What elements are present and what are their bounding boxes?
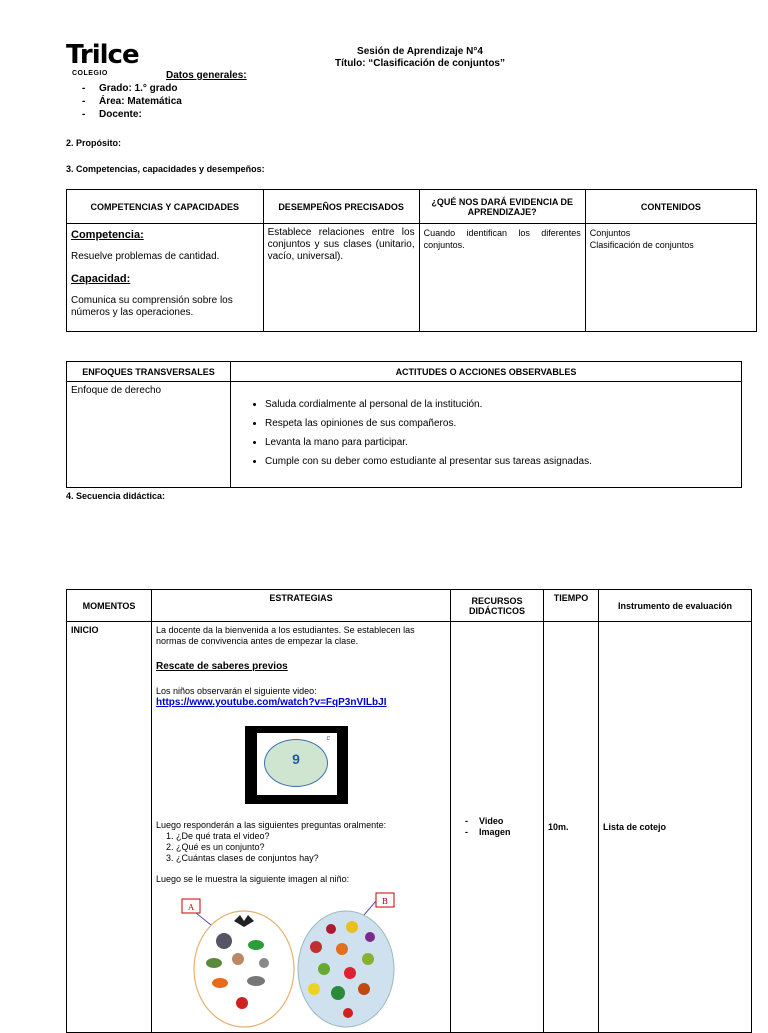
section-competencies: 3. Competencias, capacidades y desempeños:: [66, 164, 265, 174]
turtle-shape: [206, 958, 222, 968]
animal-shape: [216, 933, 232, 949]
fruit-shape: [318, 963, 330, 975]
parrot-shape: [236, 997, 248, 1009]
clownfish-shape: [212, 978, 228, 988]
didactic-sequence-table: [66, 589, 752, 1033]
fruit-shape: [331, 986, 345, 1000]
contenido-item: Clasificación de conjuntos: [589, 240, 694, 250]
approaches-table: [66, 361, 742, 488]
momento-cell: INICIO: [67, 622, 152, 1033]
fruit-shape: [344, 967, 356, 979]
competencies-cell: [67, 224, 264, 332]
fruit-shape: [326, 924, 336, 934]
school-logo: Trilce: [66, 40, 139, 70]
capacidad-text: Comunica su comprensión sobre los números y las operaciones.: [71, 295, 233, 318]
general-data-list: [82, 82, 182, 121]
list-item: • Levanta la mano para participar.: [265, 433, 737, 452]
video-text: Los niños observarán el siguiente video:: [156, 686, 317, 696]
general-item-teacher: - Docente:: [82, 109, 142, 120]
questions-list: [156, 831, 446, 864]
competencies-table: [66, 189, 757, 332]
instrumento-cell: Lista de cotejo: [599, 622, 752, 1033]
corner-letter: c: [326, 735, 330, 742]
section-purpose: 2. Propósito:: [66, 138, 122, 148]
session-title: [300, 46, 540, 70]
header-enfoques: ENFOQUES TRANSVERSALES: [67, 362, 231, 382]
list-item: 1. ¿De qué trata el video?: [176, 831, 446, 842]
questions-intro: Luego responderán a las siguientes preguntas oralmente:: [156, 820, 387, 830]
rescate-title: Rescate de saberes previos: [156, 661, 288, 672]
session-number: Sesión de Aprendizaje N°4: [357, 46, 483, 57]
header-recursos: RECURSOS DIDÁCTICOS: [451, 590, 544, 622]
set-circle: [264, 739, 328, 787]
enfoque-cell: Enfoque de derecho: [67, 382, 231, 488]
set-a-circle: [194, 911, 294, 1027]
fruit-shape: [308, 983, 320, 995]
set-number: 9: [292, 751, 300, 767]
video-link[interactable]: https://www.youtube.com/watch?v=FqP3nVILbJI: [156, 697, 387, 708]
bird-shape: [259, 958, 269, 968]
fruit-shape: [343, 1008, 353, 1018]
competencia-label: Competencia:: [71, 229, 144, 241]
fruit-shape: [362, 953, 374, 965]
competencia-text: Resuelve problemas de cantidad.: [71, 251, 220, 262]
contenidos-cell: [585, 224, 756, 332]
thumbnail-frame: [257, 733, 337, 795]
evidencia-cell: Cuando identifican los diferentes conjuntos.: [419, 224, 585, 332]
fruit-shape: [358, 983, 370, 995]
header-instrumento: Instrumento de evaluación: [599, 590, 752, 622]
snail-shape: [232, 953, 244, 965]
sets-illustration: [156, 889, 416, 1029]
session-topic: Título: “Clasificación de conjuntos”: [334, 58, 505, 69]
capacidad-label: Capacidad:: [71, 273, 131, 285]
contenido-item: Conjuntos: [589, 228, 631, 238]
header-competencias: COMPETENCIAS Y CAPACIDADES: [67, 190, 264, 224]
header-tiempo: TIEMPO: [544, 590, 599, 622]
school-logo-subtitle: COLEGIO: [72, 70, 108, 77]
list-item: 2. ¿Qué es un conjunto?: [176, 842, 446, 853]
recursos-cell: [451, 622, 544, 1033]
video-thumbnail: [245, 726, 348, 804]
actitudes-cell: [231, 382, 742, 488]
recurso-item: - Video: [465, 816, 504, 826]
fruit-shape: [346, 921, 358, 933]
general-data-title: Datos generales:: [166, 70, 247, 81]
fish-shape: [248, 940, 264, 950]
header-desempenos: DESEMPEÑOS PRECISADOS: [263, 190, 419, 224]
list-item: • Cumple con su deber como estudiante al presentar sus tareas asignadas.: [265, 452, 737, 471]
list-item: 3. ¿Cuántas clases de conjuntos hay?: [176, 853, 446, 864]
label-a: A: [188, 903, 194, 912]
header-contenidos: CONTENIDOS: [585, 190, 756, 224]
label-b: B: [382, 897, 388, 906]
list-item: • Respeta las opiniones de sus compañeros.: [265, 414, 737, 433]
general-item-grade: - Grado: 1.° grado: [82, 83, 178, 94]
fruit-shape: [365, 932, 375, 942]
fruit-shape: [310, 941, 322, 953]
header-estrategias: ESTRATEGIAS: [152, 590, 451, 622]
mouse-shape: [247, 976, 265, 986]
estrategias-cell: [152, 622, 451, 1033]
list-item: • Saluda cordialmente al personal de la institución.: [265, 395, 737, 414]
recurso-item: - Imagen: [465, 827, 511, 837]
image-intro: Luego se le muestra la siguiente imagen al niño:: [156, 874, 350, 884]
tiempo-cell: 10m.: [544, 622, 599, 1033]
header-actitudes: ACTITUDES O ACCIONES OBSERVABLES: [231, 362, 742, 382]
fruit-shape: [336, 943, 348, 955]
header-momentos: MOMENTOS: [67, 590, 152, 622]
section-sequence: 4. Secuencia didáctica:: [66, 491, 166, 501]
desempeno-cell: Establece relaciones entre los conjuntos y sus clases (unitario, vacío, universal).: [263, 224, 419, 332]
general-item-area: - Área: Matemática: [82, 96, 182, 107]
intro-text: La docente da la bienvenida a los estudiantes. Se establecen las normas de convivencia antes de empezar la clase.: [156, 625, 415, 646]
actitudes-list: [235, 395, 737, 471]
header-evidencia: ¿QUÉ NOS DARÁ EVIDENCIA DE APRENDIZAJE?: [419, 190, 585, 224]
